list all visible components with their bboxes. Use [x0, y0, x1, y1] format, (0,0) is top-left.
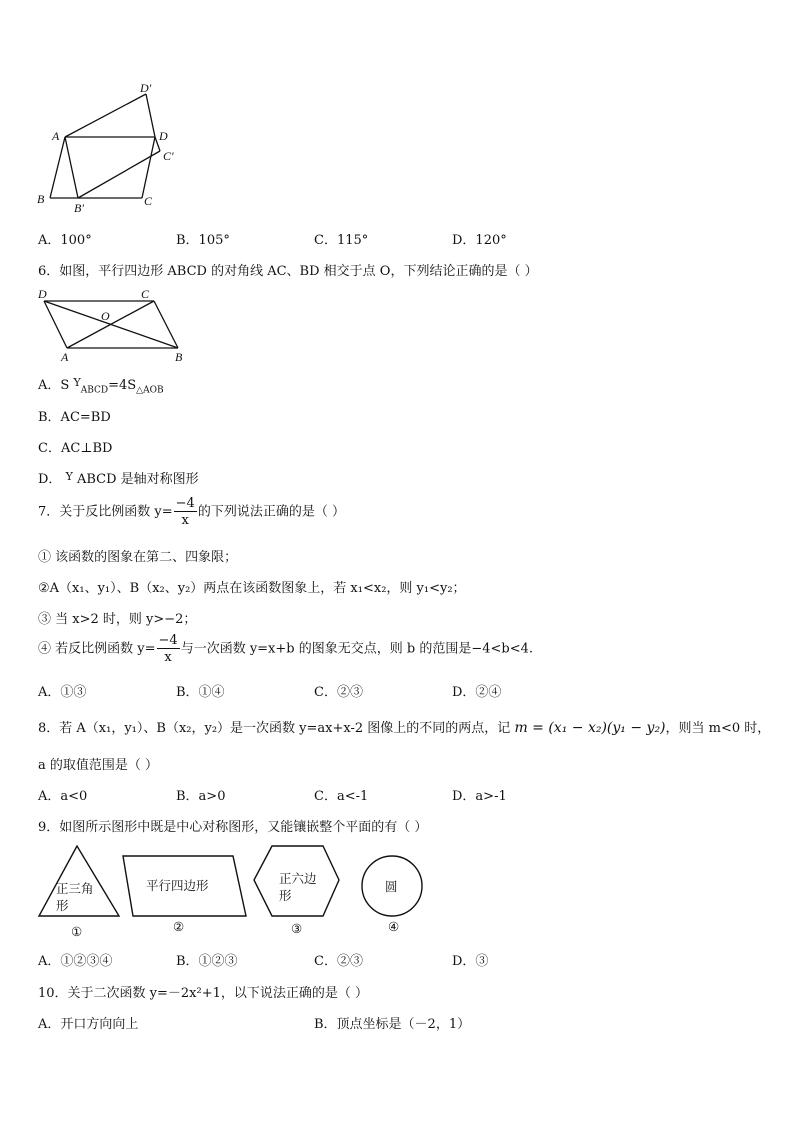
q8-stem — [38, 717, 770, 736]
q9-option-b: B．①②③ — [176, 954, 238, 969]
q5-option-d: D．120° — [452, 233, 507, 248]
q5-label-d-prime: D′ — [140, 81, 152, 95]
q9-hexagon-label-1: 正六边 — [279, 872, 317, 886]
q7-fraction-numerator: −4 — [175, 496, 195, 511]
q7-fraction — [174, 497, 197, 527]
q5-label-a: A — [52, 129, 60, 143]
q6-option-b: B．AC=BD — [38, 410, 111, 425]
q7-item-1: ① 该函数的图象在第二、四象限； — [38, 550, 238, 565]
q7-item-4-fraction — [157, 634, 180, 664]
q7-item-3: ③ 当 x>2 时，则 y>−2； — [38, 612, 197, 627]
q5-option-b: B．105° — [176, 233, 230, 248]
q9-triangle-label-1: 正三角 — [56, 882, 94, 896]
q5-label-b: B — [37, 192, 45, 206]
q10-stem: 10．关于二次函数 y=－2x²+1，以下说法正确的是（ ） — [38, 986, 369, 1001]
q8-option-b: B．a>0 — [176, 789, 226, 804]
q9-option-c: C．②③ — [314, 954, 363, 969]
q6-option-a — [38, 374, 164, 396]
q8-option-d: D．a>-1 — [452, 789, 507, 804]
q8-option-c: C．a<-1 — [314, 789, 369, 804]
q9-option-a: A．①②③④ — [38, 954, 113, 969]
q6-label-b: B — [175, 350, 183, 364]
q9-triangle-shape — [39, 846, 119, 916]
q6-label-c: C — [141, 287, 150, 301]
q5-option-a: A．100° — [38, 233, 92, 248]
q9-stem: 9．如图所示图形中既是中心对称图形，又能镶嵌整个平面的有（ ） — [38, 820, 428, 835]
q7-item-4-fraction-denominator: x — [164, 650, 172, 665]
q8-option-a: A．a<0 — [38, 789, 88, 804]
q6-stem: 6．如图，平行四边形 ABCD 的对角线 AC、BD 相交于点 O，下列结论正确的是（ ） — [38, 264, 538, 279]
q7-item-4-fraction-numerator: −4 — [158, 633, 178, 648]
q9-circle-label: 圆 — [385, 880, 398, 894]
q9-number-4: ④ — [388, 920, 400, 934]
q6-option-a-mid: =4S — [108, 378, 137, 393]
q9-option-d: D．③ — [452, 954, 489, 969]
q8-line-2: a 的取值范围是（ ） — [38, 758, 159, 773]
q9-hexagon-label-2: 形 — [279, 889, 292, 903]
q6-option-a-prefix: A．S — [38, 378, 70, 393]
q9-parallelogram-label: 平行四边形 — [146, 879, 209, 893]
q9-figure — [36, 842, 428, 940]
q10-option-b: B．顶点坐标是（－2，1） — [314, 1017, 471, 1032]
q7-item-4-after: 与一次函数 y=x+b 的图象无交点，则 b 的范围是−4<b<4. — [180, 641, 533, 657]
q5-figure — [30, 78, 190, 218]
q7-item-4 — [38, 634, 533, 664]
q7-option-a: A．①③ — [38, 685, 87, 700]
q5-label-b-prime: B′ — [74, 201, 84, 215]
q9-number-1: ① — [71, 925, 83, 939]
q6-option-d-text: ABCD 是轴对称图形 — [76, 472, 199, 487]
q8-formula: m = (x₁ − x₂)(y₁ − y₂) — [514, 720, 666, 736]
q10-option-a: A．开口方向向上 — [38, 1017, 139, 1032]
q6-label-d: D — [38, 287, 47, 301]
q7-fraction-denominator: x — [181, 513, 189, 528]
q6-option-a-sub1: ABCD — [80, 385, 109, 396]
q6-option-d — [38, 468, 199, 487]
q7-item-2: ②A（x₁、y₁）、B（x₂、y₂）两点在该函数图象上，若 x₁<x₂，则 y₁<y₂； — [38, 581, 466, 596]
q5-label-c-prime: C′ — [163, 149, 174, 163]
q6-figure — [30, 284, 200, 364]
q6-option-d-prefix: D． — [38, 472, 62, 487]
q7-item-4-before: ④ 若反比例函数 y= — [38, 641, 156, 657]
q9-number-3: ③ — [291, 922, 303, 936]
q6-label-a: A — [61, 350, 69, 364]
q7-option-c: C．②③ — [314, 685, 363, 700]
q6-option-c: C．AC⊥BD — [38, 441, 113, 456]
q6-label-o: O — [101, 309, 110, 323]
q5-label-d: D — [159, 129, 168, 143]
q7-stem — [38, 497, 345, 527]
q7-stem-before: 7．关于反比例函数 y= — [38, 504, 173, 520]
q7-option-b: B．①④ — [176, 685, 225, 700]
q7-stem-after: 的下列说法正确的是（ ） — [197, 504, 345, 520]
q6-option-d-parallelogram-symbol: Y — [65, 470, 73, 483]
q9-number-2: ② — [173, 920, 185, 934]
q9-triangle-label-2: 形 — [56, 899, 69, 913]
q5-option-c: C．115° — [314, 233, 369, 248]
q8-stem-end: ，则当 m<0 时， — [665, 721, 771, 736]
q6-option-a-parallelogram-symbol: Y — [73, 376, 81, 389]
q6-option-a-sub2: △AOB — [136, 385, 164, 396]
q8-stem-text: 8．若 A（x₁，y₁）、B（x₂，y₂）是一次函数 y=ax+x-2 图像上的不同的两点，记 — [38, 721, 511, 736]
q7-option-d: D．②④ — [452, 685, 502, 700]
q5-label-c: C — [144, 194, 153, 208]
